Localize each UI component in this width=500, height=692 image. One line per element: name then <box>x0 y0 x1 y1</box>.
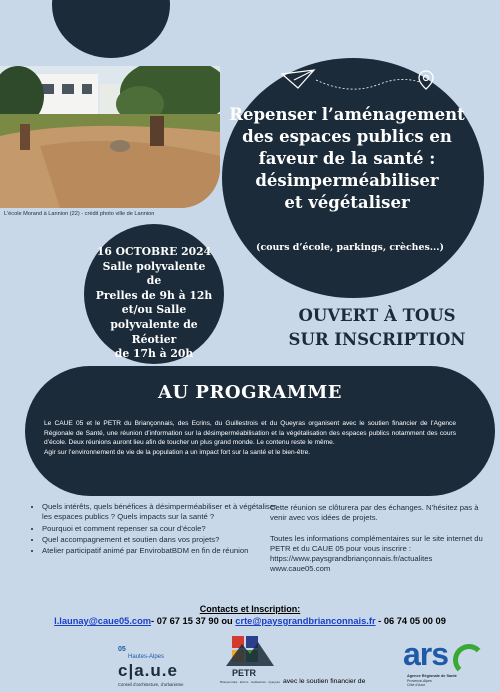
open-line: OUVERT À TOUS <box>298 306 456 325</box>
photo-caption: L'école Morand à Lannion (22) - crédit photo ville de Lannion <box>4 211 155 217</box>
ars-region-2: Côte d'Azur <box>407 683 426 687</box>
list-item: • Quel accompagnement et soutien dans vos projets? <box>42 535 288 545</box>
email-link-petr[interactable]: crte@paysgrandbrianconnais.fr <box>235 616 376 626</box>
title-line: faveur de la santé : <box>258 149 436 168</box>
caue-number: 05 <box>118 646 126 653</box>
caue-description: Conseil d’architecture, d’urbanisme <box>118 682 184 687</box>
event-date: 16 OCTOBRE 2024 <box>96 245 212 258</box>
title-line: et végétaliser <box>284 193 410 212</box>
petr-mountain-icon <box>220 632 280 668</box>
event-line: Prelles de 9h à 12h <box>95 288 213 302</box>
event-info <box>94 245 214 362</box>
event-line: et/ou Salle <box>121 303 187 317</box>
petr-subtitle: Briançonnais · Ecrins · Guillestrois · Queyras <box>220 680 280 684</box>
location-pin-icon <box>418 70 434 90</box>
programme-paragraph: Le CAUE 05 et le PETR du Briançonnais, des Ecrins, du Guillestrois et du Queyras organisent avec le soutien financier de l’Agence Régionale de Santé, une réunion d’information sur la désimperméabilisation et la végétalisation des espaces publics notamment des cours d’école. Deux réunions auront lieu afin de toucher un plus grand monde. Le contenu reste le même. <box>44 420 456 447</box>
ars-s-accent <box>453 644 485 676</box>
list-item: • Pourquoi et comment repenser sa cour d’école? <box>42 524 288 534</box>
funding-note: avec le soutien financier de <box>283 678 366 685</box>
event-line: polyvalente de Réotier <box>110 317 198 346</box>
event-line: de 17h à 20h <box>114 347 194 361</box>
caue-name: c|a.u.e <box>118 661 178 680</box>
open-line: SUR INSCRIPTION <box>288 330 466 349</box>
petr-name: PETR <box>232 668 257 678</box>
petr-logo <box>220 632 280 688</box>
caue-region: Hautes-Alpes <box>128 654 165 660</box>
programme-paragraph: Agir sur l’environnement de vie de la population a un impact fort sur la santé et le bien-être. <box>44 449 311 457</box>
ars-name: ars <box>403 636 449 672</box>
open-registration <box>268 304 486 352</box>
ars-logo <box>403 636 485 688</box>
decor-circle-top <box>52 0 170 58</box>
paper-plane-icon <box>280 66 440 106</box>
ars-region: Provence-Alpes <box>407 679 432 683</box>
main-title <box>222 104 472 214</box>
caue-logo <box>118 646 210 690</box>
topics-list <box>30 502 288 557</box>
event-line: Salle polyvalente de <box>102 259 206 288</box>
website-paragraph: Toutes les informations complémentaires sur le site internet du PETR et du CAUE 05 pour vous inscrire : https://www.paysgrandbriançonnais.fr/actualites www.caue05.com <box>270 533 483 574</box>
title-line: Repenser l’aménagement <box>229 105 465 124</box>
phone-caue: - 07 67 15 37 90 ou <box>151 616 236 626</box>
ars-description: Agence Régionale de Santé <box>407 674 457 678</box>
contacts-line <box>0 616 500 626</box>
info-column <box>270 503 490 585</box>
list-item: • Atelier participatif animé par EnvirobatBDM en fin de réunion <box>42 546 288 556</box>
contacts-title: Contacts et Inscription: <box>199 604 301 614</box>
programme-text <box>44 419 456 458</box>
closing-paragraph: Cette réunion se clôturera par des échanges. N’hésitez pas à venir avec vos idées de projets. <box>270 503 479 523</box>
title-subtitle: (cours d’école, parkings, crèches...) <box>256 242 444 253</box>
list-item: • Quels intérêts, quels bénéfices à désimperméabiliser et à végétaliser les espaces publics ? Quels impacts sur la santé ? <box>42 502 288 523</box>
email-link-caue[interactable]: l.launay@caue05.com <box>54 616 152 626</box>
title-line: des espaces publics en <box>242 127 452 146</box>
phone-petr: - 06 74 05 00 09 <box>375 616 446 626</box>
title-line: désimperméabiliser <box>255 171 439 190</box>
programme-title: AU PROGRAMME <box>158 382 342 403</box>
school-yard-photo <box>0 66 220 208</box>
